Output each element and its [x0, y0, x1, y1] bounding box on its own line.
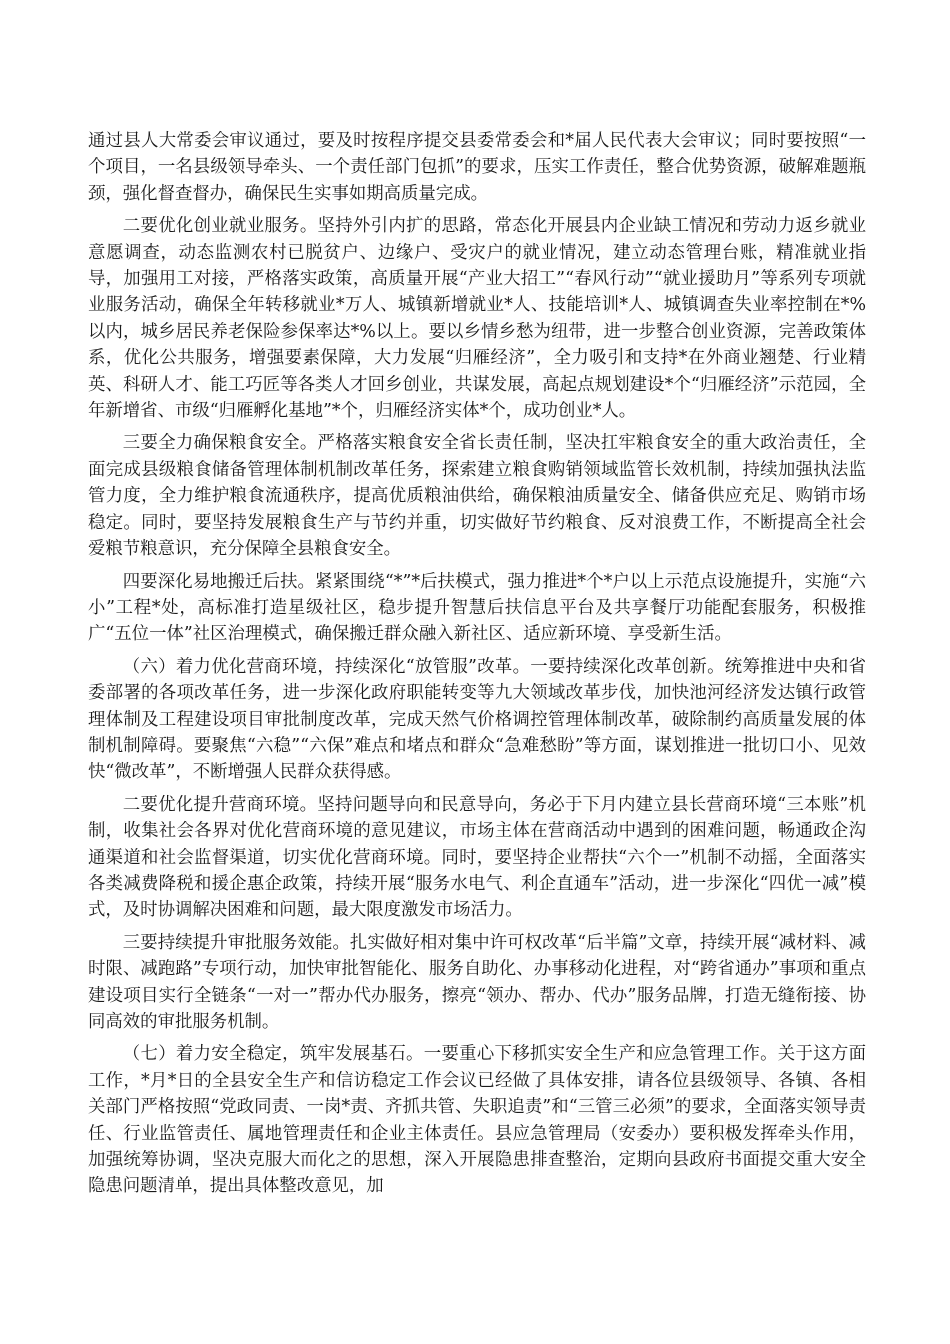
paragraph-6: 二要优化提升营商环境。坚持问题导向和民意导向，务必于下月内建立县长营商环境“三本账”机制，收集社会各界对优化营商环境的意见建议，市场主体在营商活动中遇到的困难问题，畅通政企沟通渠道和社会监督渠道，切实优化营商环境。同时，要坚持企业帮扶“六个一”机制不动摇，全面落实各类减费降税和援企惠企政策，持续开展“服务水电气、利企直通车”活动，进一步深化“四优一减”模式，及时协调解决困难和问题，最大限度激发市场活力。	[88, 794, 866, 921]
paragraph-3: 三要全力确保粮食安全。严格落实粮食安全省长责任制，坚决扛牢粮食安全的重大政治责任，全面完成县级粮食储备管理体制机制改革任务，探索建立粮食购销领域监管长效机制，持续加强执法监管力度，全力维护粮食流通秩序，提高优质粮油供给，确保粮油质量安全、储备供应充足、购销市场稳定。同时，要坚持发展粮食生产与节约并重，切实做好节约粮食、反对浪费工作，不断提高全社会爱粮节粮意识，充分保障全县粮食安全。	[88, 433, 866, 560]
paragraph-8: （七）着力安全稳定，筑牢发展基石。一要重心下移抓实安全生产和应急管理工作。关于这方面工作，*月*日的全县安全生产和信访稳定工作会议已经做了具体安排，请各位县级领导、各镇、各相关部门严格按照“党政同责、一岗*责、齐抓共管、失职追责”和“三管三必须”的要求，全面落实领导责任、行业监管责任、属地管理责任和企业主体责任。县应急管理局（安委办）要积极发挥牵头作用，加强统筹协调，坚决克服大而化之的思想，深入开展隐患排查整治，定期向县政府书面提交重大安全隐患问题清单，提出具体整改意见，加	[88, 1044, 866, 1197]
paragraph-5: （六）着力优化营商环境，持续深化“放管服”改革。一要持续深化改革创新。统筹推进中央和省委部署的各项改革任务，进一步深化政府职能转变等九大领域改革步伐，加快池河经济发达镇行政管理体制及工程建设项目审批制度改革，完成天然气价格调控管理体制改革，破除制约高质量发展的体制机制障碍。要聚焦“六稳”“六保”难点和堵点和群众“急难愁盼”等方面，谋划推进一批切口小、见效快“微改革”，不断增强人民群众获得感。	[88, 656, 866, 783]
paragraph-7: 三要持续提升审批服务效能。扎实做好相对集中许可权改革“后半篇”文章，持续开展“减材料、减时限、减跑路”专项行动，加快审批智能化、服务自助化、办事移动化进程，对“跨省通办”事项和重点建设项目实行全链条“一对一”帮办代办服务，擦亮“领办、帮办、代办”服务品牌，打造无缝衔接、协同高效的审批服务机制。	[88, 932, 866, 1032]
paragraph-4: 四要深化易地搬迁后扶。紧紧围绕“*”*后扶模式，强力推进*个*户以上示范点设施提升，实施“六小”工程*处，高标准打造星级社区，稳步提升智慧后扶信息平台及共享餐厅功能配套服务，积极推广“五位一体”社区治理模式，确保搬迁群众融入新社区、适应新环境、享受新生活。	[88, 571, 866, 645]
paragraph-2: 二要优化创业就业服务。坚持外引内扩的思路，常态化开展县内企业缺工情况和劳动力返乡就业意愿调查，动态监测农村已脱贫户、边缘户、受灾户的就业情况，建立动态管理台账，精准就业指导，加强用工对接，严格落实政策，高质量开展“产业大招工”“春风行动”“就业援助月”等系列专项就业服务活动，确保全年转移就业*万人、城镇新增就业*人、技能培训*人、城镇调查失业率控制在*%以内，城乡居民养老保险参保率达*%以上。要以乡情乡愁为纽带，进一步整合创业资源，完善政策体系，优化公共服务，增强要素保障，大力发展“归雁经济”，全力吸引和支持*在外商业翘楚、行业精英、科研人才、能工巧匠等各类人才回乡创业，共谋发展，高起点规划建设*个“归雁经济”示范园，全年新增省、市级“归雁孵化基地”*个，归雁经济实体*个，成功创业*人。	[88, 216, 866, 422]
paragraph-1: 通过县人大常委会审议通过，要及时按程序提交县委常委会和*届人民代表大会审议；同时要按照“一个项目，一名县级领导牵头、一个责任部门包抓”的要求，压实工作责任，整合优势资源，破解难题瓶颈，强化督查督办，确保民生实事如期高质量完成。	[88, 131, 866, 204]
document-body	[88, 128, 866, 1206]
